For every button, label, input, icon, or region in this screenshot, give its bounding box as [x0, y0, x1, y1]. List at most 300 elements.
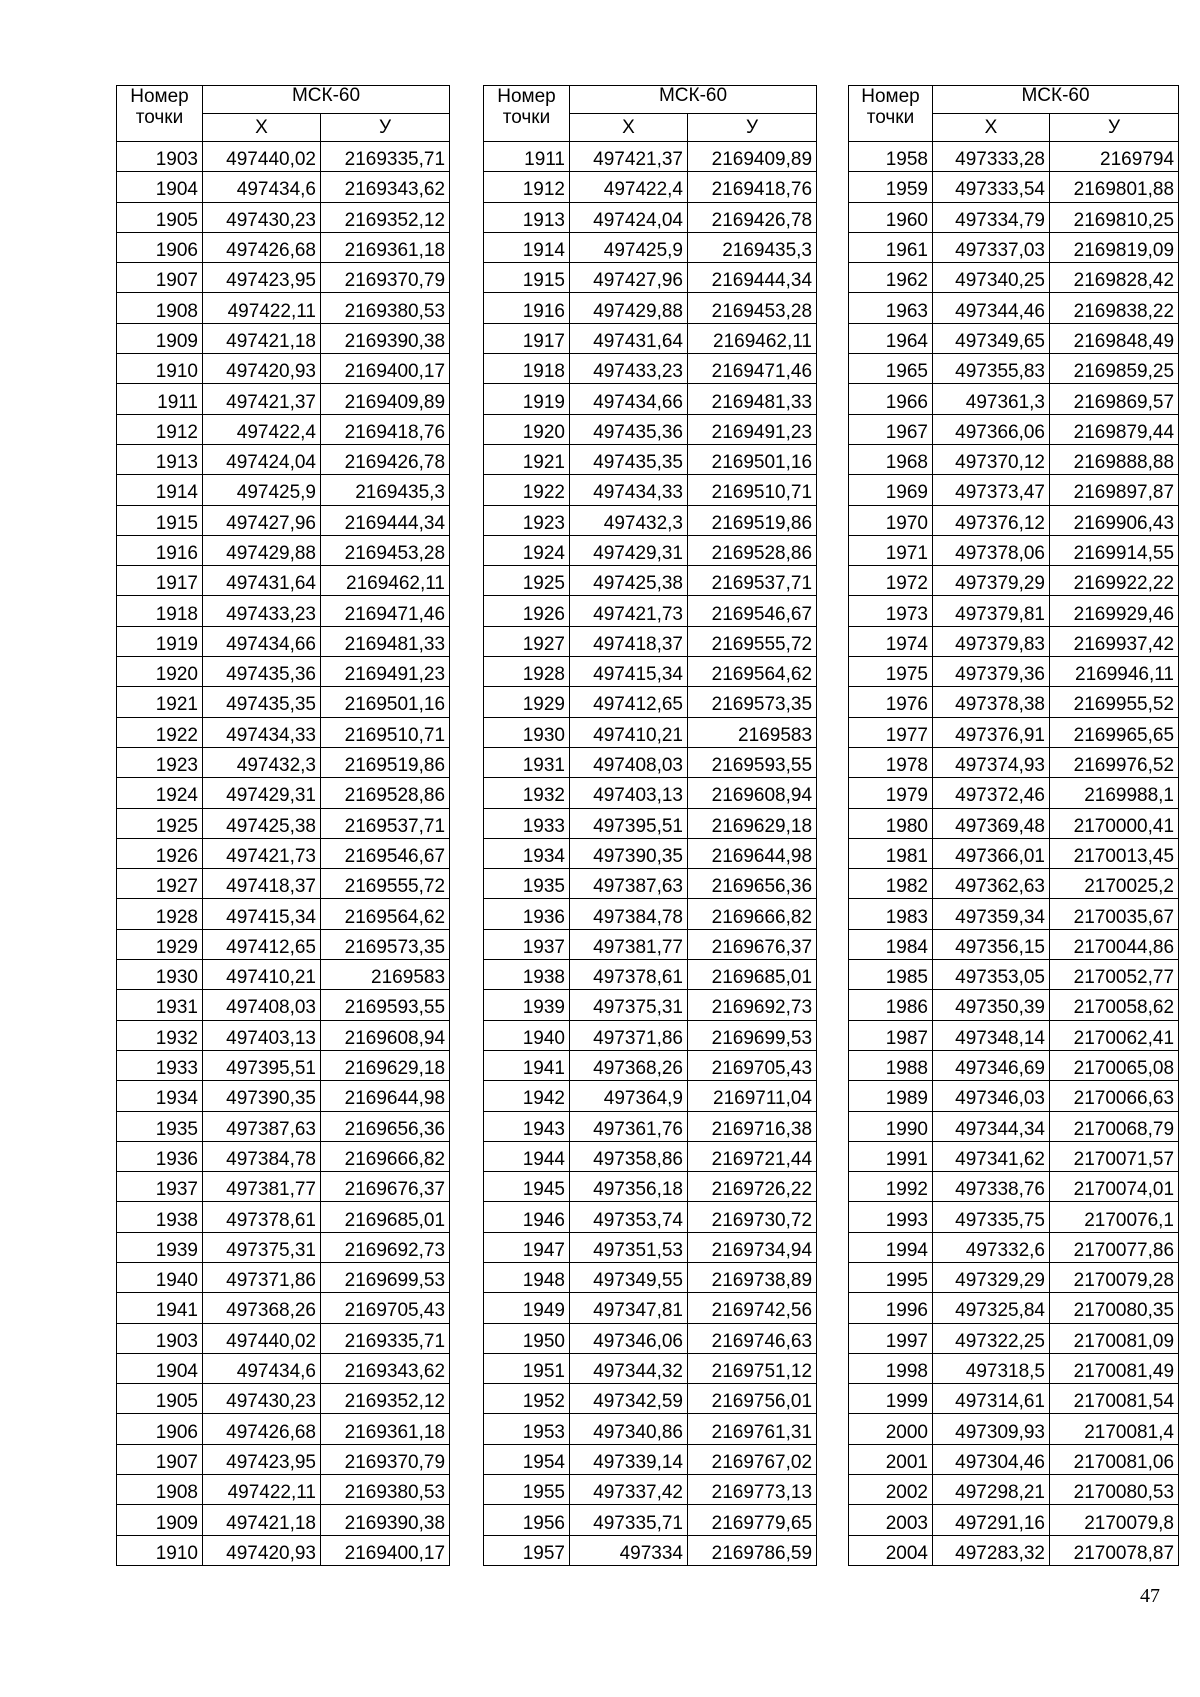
point-number-cell: 1905 — [117, 1384, 203, 1414]
point-number-cell: 1968 — [849, 444, 933, 474]
x-coordinate-cell: 497332,6 — [933, 1232, 1050, 1262]
x-coordinate-cell: 497423,95 — [203, 263, 321, 293]
x-coordinate-cell: 497340,86 — [570, 1414, 688, 1444]
x-coordinate-cell: 497421,73 — [570, 596, 688, 626]
y-coordinate-cell: 2169491,23 — [688, 414, 817, 444]
table-row — [849, 626, 1179, 656]
y-coordinate-cell: 2169361,18 — [321, 232, 450, 262]
y-coordinate-cell: 2169692,73 — [688, 990, 817, 1020]
table-row — [117, 657, 450, 687]
x-coordinate-cell: 497384,78 — [570, 899, 688, 929]
y-coordinate-cell: 2169685,01 — [688, 960, 817, 990]
point-number-cell: 1946 — [484, 1202, 570, 1232]
y-coordinate-cell: 2170066,63 — [1050, 1081, 1179, 1111]
y-coordinate-cell: 2169564,62 — [321, 899, 450, 929]
table-row — [117, 899, 450, 929]
point-number-cell: 1935 — [117, 1111, 203, 1141]
x-coordinate-cell: 497298,21 — [933, 1475, 1050, 1505]
x-coordinate-cell: 497335,71 — [570, 1505, 688, 1535]
point-number-cell: 1942 — [484, 1081, 570, 1111]
y-coordinate-cell: 2169699,53 — [688, 1020, 817, 1050]
point-number-cell: 1966 — [849, 384, 933, 414]
point-number-cell: 1920 — [484, 414, 570, 444]
y-coordinate-cell: 2169656,36 — [688, 869, 817, 899]
x-coordinate-cell: 497422,4 — [570, 172, 688, 202]
table-row — [849, 263, 1179, 293]
x-coordinate-cell: 497426,68 — [203, 232, 321, 262]
x-coordinate-cell: 497425,38 — [570, 566, 688, 596]
point-number-cell: 1912 — [484, 172, 570, 202]
y-coordinate-cell: 2169426,78 — [321, 444, 450, 474]
table-row — [117, 1020, 450, 1050]
point-number-cell: 1919 — [117, 626, 203, 656]
table-row — [117, 1111, 450, 1141]
table-row — [484, 1293, 817, 1323]
x-coordinate-cell: 497429,88 — [570, 293, 688, 323]
x-coordinate-cell: 497422,11 — [203, 293, 321, 323]
x-coordinate-cell: 497435,36 — [570, 414, 688, 444]
point-number-cell: 1903 — [117, 142, 203, 172]
x-coordinate-cell: 497378,61 — [570, 960, 688, 990]
y-coordinate-cell: 2169390,38 — [321, 1505, 450, 1535]
table-row — [849, 1232, 1179, 1262]
point-number-cell: 1963 — [849, 293, 933, 323]
y-coordinate-cell: 2169462,11 — [688, 323, 817, 353]
x-coordinate-cell: 497427,96 — [570, 263, 688, 293]
table-row — [484, 475, 817, 505]
x-coordinate-cell: 497337,03 — [933, 232, 1050, 262]
y-coordinate-cell: 2169773,13 — [688, 1475, 817, 1505]
x-header: Х — [570, 114, 688, 142]
point-number-cell: 1958 — [849, 142, 933, 172]
y-coordinate-cell: 2170058,62 — [1050, 990, 1179, 1020]
point-number-cell: 1955 — [484, 1475, 570, 1505]
x-coordinate-cell: 497412,65 — [570, 687, 688, 717]
y-header: У — [321, 114, 450, 142]
table-row — [849, 1353, 1179, 1383]
table-row — [849, 687, 1179, 717]
point-number-cell: 1933 — [117, 1050, 203, 1080]
table-row — [849, 838, 1179, 868]
y-coordinate-cell: 2169564,62 — [688, 657, 817, 687]
y-coordinate-cell: 2169501,16 — [688, 444, 817, 474]
y-coordinate-cell: 2169528,86 — [688, 535, 817, 565]
table-row — [849, 1111, 1179, 1141]
table-row — [484, 1111, 817, 1141]
point-number-cell: 1935 — [484, 869, 570, 899]
x-coordinate-cell: 497361,3 — [933, 384, 1050, 414]
table-row — [484, 596, 817, 626]
table-row — [849, 990, 1179, 1020]
x-coordinate-cell: 497333,28 — [933, 142, 1050, 172]
table-row — [484, 1384, 817, 1414]
y-coordinate-cell: 2169573,35 — [688, 687, 817, 717]
table-row — [117, 1262, 450, 1292]
x-coordinate-cell: 497283,32 — [933, 1535, 1050, 1565]
x-coordinate-cell: 497415,34 — [203, 899, 321, 929]
point-number-cell: 1930 — [117, 960, 203, 990]
table-row — [484, 1050, 817, 1080]
y-coordinate-cell: 2169370,79 — [321, 263, 450, 293]
point-number-cell: 1911 — [484, 142, 570, 172]
point-number-cell: 1980 — [849, 808, 933, 838]
table-row — [117, 263, 450, 293]
table-row — [849, 414, 1179, 444]
x-coordinate-cell: 497375,31 — [203, 1232, 321, 1262]
y-coordinate-cell: 2170071,57 — [1050, 1141, 1179, 1171]
y-coordinate-cell: 2169914,55 — [1050, 535, 1179, 565]
table-row — [484, 808, 817, 838]
point-number-cell: 1982 — [849, 869, 933, 899]
table-row — [849, 535, 1179, 565]
point-number-cell: 1943 — [484, 1111, 570, 1141]
y-coordinate-cell: 2169666,82 — [688, 899, 817, 929]
y-coordinate-cell: 2170079,8 — [1050, 1505, 1179, 1535]
x-coordinate-cell: 497374,93 — [933, 747, 1050, 777]
y-coordinate-cell: 2170081,06 — [1050, 1444, 1179, 1474]
point-number-cell: 1927 — [484, 626, 570, 656]
y-coordinate-cell: 2169380,53 — [321, 1475, 450, 1505]
y-coordinate-cell: 2169734,94 — [688, 1232, 817, 1262]
point-number-cell: 1932 — [117, 1020, 203, 1050]
point-number-cell: 1916 — [117, 535, 203, 565]
y-coordinate-cell: 2169756,01 — [688, 1384, 817, 1414]
point-number-cell: 1913 — [484, 202, 570, 232]
y-coordinate-cell: 2169676,37 — [321, 1172, 450, 1202]
x-coordinate-cell: 497418,37 — [203, 869, 321, 899]
y-coordinate-cell: 2169730,72 — [688, 1202, 817, 1232]
point-number-cell: 1937 — [484, 929, 570, 959]
x-coordinate-cell: 497350,39 — [933, 990, 1050, 1020]
table-row — [484, 384, 817, 414]
point-number-cell: 1910 — [117, 1535, 203, 1565]
y-coordinate-cell: 2169481,33 — [321, 626, 450, 656]
x-coordinate-cell: 497378,61 — [203, 1202, 321, 1232]
point-number-cell: 1918 — [484, 354, 570, 384]
y-coordinate-cell: 2169409,89 — [321, 384, 450, 414]
table-row — [849, 142, 1179, 172]
y-coordinate-cell: 2169965,65 — [1050, 717, 1179, 747]
x-coordinate-cell: 497440,02 — [203, 1323, 321, 1353]
point-number-cell: 1992 — [849, 1172, 933, 1202]
y-coordinate-cell: 2169742,56 — [688, 1293, 817, 1323]
table-row — [117, 929, 450, 959]
point-number-cell: 1976 — [849, 687, 933, 717]
point-number-cell: 2000 — [849, 1414, 933, 1444]
point-number-cell: 1983 — [849, 899, 933, 929]
table-row — [117, 505, 450, 535]
table-row — [484, 1505, 817, 1535]
y-coordinate-cell: 2169810,25 — [1050, 202, 1179, 232]
y-coordinate-cell: 2169444,34 — [688, 263, 817, 293]
y-coordinate-cell: 2170080,53 — [1050, 1475, 1179, 1505]
point-number-cell: 1929 — [484, 687, 570, 717]
x-coordinate-cell: 497424,04 — [570, 202, 688, 232]
x-coordinate-cell: 497356,18 — [570, 1172, 688, 1202]
x-coordinate-cell: 497420,93 — [203, 1535, 321, 1565]
y-coordinate-cell: 2170035,67 — [1050, 899, 1179, 929]
y-coordinate-cell: 2169692,73 — [321, 1232, 450, 1262]
point-number-header: Номер точки — [849, 86, 933, 142]
table-row — [117, 323, 450, 353]
table-row — [117, 535, 450, 565]
point-number-cell: 1905 — [117, 202, 203, 232]
table-row — [849, 1444, 1179, 1474]
table-row — [849, 1293, 1179, 1323]
x-coordinate-cell: 497368,26 — [570, 1050, 688, 1080]
x-coordinate-cell: 497346,69 — [933, 1050, 1050, 1080]
y-coordinate-cell: 2169685,01 — [321, 1202, 450, 1232]
table-row — [849, 1384, 1179, 1414]
x-coordinate-cell: 497325,84 — [933, 1293, 1050, 1323]
table-row — [849, 1414, 1179, 1444]
table-row — [484, 657, 817, 687]
y-coordinate-cell: 2169343,62 — [321, 172, 450, 202]
table-row — [484, 1020, 817, 1050]
y-coordinate-cell: 2169583 — [688, 717, 817, 747]
table-row — [117, 1505, 450, 1535]
point-number-cell: 1907 — [117, 263, 203, 293]
x-coordinate-cell: 497426,68 — [203, 1414, 321, 1444]
table-row — [117, 626, 450, 656]
y-coordinate-cell: 2169705,43 — [688, 1050, 817, 1080]
y-coordinate-cell: 2169510,71 — [321, 717, 450, 747]
point-number-cell: 1961 — [849, 232, 933, 262]
x-coordinate-cell: 497424,04 — [203, 444, 321, 474]
point-number-cell: 1921 — [484, 444, 570, 474]
table-row — [117, 142, 450, 172]
table-row — [849, 505, 1179, 535]
table-row — [849, 1535, 1179, 1565]
point-number-cell: 1931 — [117, 990, 203, 1020]
y-coordinate-cell: 2169699,53 — [321, 1262, 450, 1292]
point-number-cell: 1924 — [484, 535, 570, 565]
x-coordinate-cell: 497339,14 — [570, 1444, 688, 1474]
y-coordinate-cell: 2169537,71 — [321, 808, 450, 838]
table-row — [849, 232, 1179, 262]
y-coordinate-cell: 2169838,22 — [1050, 293, 1179, 323]
y-coordinate-cell: 2170025,2 — [1050, 869, 1179, 899]
x-coordinate-cell: 497408,03 — [570, 747, 688, 777]
table-row — [849, 566, 1179, 596]
point-number-cell: 1914 — [484, 232, 570, 262]
table-row — [117, 717, 450, 747]
point-number-cell: 1933 — [484, 808, 570, 838]
point-number-cell: 1938 — [117, 1202, 203, 1232]
y-coordinate-cell: 2169801,88 — [1050, 172, 1179, 202]
table-row — [117, 444, 450, 474]
y-coordinate-cell: 2169555,72 — [321, 869, 450, 899]
point-number-cell: 1929 — [117, 929, 203, 959]
table-row — [484, 1353, 817, 1383]
x-coordinate-cell: 497418,37 — [570, 626, 688, 656]
x-coordinate-cell: 497358,86 — [570, 1141, 688, 1171]
x-coordinate-cell: 497344,34 — [933, 1111, 1050, 1141]
y-coordinate-cell: 2169380,53 — [321, 293, 450, 323]
table-row — [849, 1050, 1179, 1080]
x-coordinate-cell: 497349,65 — [933, 323, 1050, 353]
y-coordinate-cell: 2169400,17 — [321, 1535, 450, 1565]
table-row — [117, 293, 450, 323]
table-row — [484, 142, 817, 172]
y-coordinate-cell: 2169751,12 — [688, 1353, 817, 1383]
table-row — [484, 505, 817, 535]
table-row — [484, 323, 817, 353]
table-row — [849, 1172, 1179, 1202]
x-coordinate-cell: 497379,36 — [933, 657, 1050, 687]
point-number-cell: 1913 — [117, 444, 203, 474]
y-coordinate-cell: 2169666,82 — [321, 1141, 450, 1171]
point-number-cell: 1924 — [117, 778, 203, 808]
y-coordinate-cell: 2169519,86 — [688, 505, 817, 535]
x-coordinate-cell: 497434,33 — [570, 475, 688, 505]
y-coordinate-cell: 2170062,41 — [1050, 1020, 1179, 1050]
coordinate-system-header: МСК-60 — [203, 86, 450, 114]
x-coordinate-cell: 497408,03 — [203, 990, 321, 1020]
point-number-cell: 1981 — [849, 838, 933, 868]
x-coordinate-cell: 497362,63 — [933, 869, 1050, 899]
x-coordinate-cell: 497372,46 — [933, 778, 1050, 808]
x-coordinate-cell: 497348,14 — [933, 1020, 1050, 1050]
point-number-cell: 1938 — [484, 960, 570, 990]
y-coordinate-cell: 2169555,72 — [688, 626, 817, 656]
table-row — [117, 1141, 450, 1171]
point-number-cell: 1923 — [117, 747, 203, 777]
x-coordinate-cell: 497429,88 — [203, 535, 321, 565]
x-coordinate-cell: 497423,95 — [203, 1444, 321, 1474]
table-row — [117, 1414, 450, 1444]
point-number-cell: 1954 — [484, 1444, 570, 1474]
table-row — [484, 687, 817, 717]
table-row — [484, 202, 817, 232]
point-number-cell: 1915 — [484, 263, 570, 293]
table-row — [484, 414, 817, 444]
point-number-cell: 1953 — [484, 1414, 570, 1444]
y-coordinate-cell: 2169761,31 — [688, 1414, 817, 1444]
x-coordinate-cell: 497395,51 — [570, 808, 688, 838]
x-coordinate-cell: 497329,29 — [933, 1262, 1050, 1292]
point-number-cell: 1941 — [484, 1050, 570, 1080]
point-number-cell: 1957 — [484, 1535, 570, 1565]
table-row — [117, 1293, 450, 1323]
table-row — [117, 475, 450, 505]
point-number-cell: 1991 — [849, 1141, 933, 1171]
x-coordinate-cell: 497353,74 — [570, 1202, 688, 1232]
point-number-cell: 1926 — [484, 596, 570, 626]
y-coordinate-cell: 2169400,17 — [321, 354, 450, 384]
x-coordinate-cell: 497421,18 — [203, 323, 321, 353]
table-row — [117, 414, 450, 444]
x-coordinate-cell: 497361,76 — [570, 1111, 688, 1141]
x-coordinate-cell: 497429,31 — [203, 778, 321, 808]
table-row — [117, 596, 450, 626]
table-row — [484, 1414, 817, 1444]
x-header: Х — [933, 114, 1050, 142]
point-number-cell: 2001 — [849, 1444, 933, 1474]
point-number-header: Номер точки — [484, 86, 570, 142]
y-coordinate-cell: 2169510,71 — [688, 475, 817, 505]
table-row — [484, 1262, 817, 1292]
table-row — [484, 263, 817, 293]
table-row — [484, 1141, 817, 1171]
point-number-cell: 1956 — [484, 1505, 570, 1535]
x-coordinate-cell: 497341,62 — [933, 1141, 1050, 1171]
point-number-cell: 1919 — [484, 384, 570, 414]
point-number-cell: 1962 — [849, 263, 933, 293]
point-number-cell: 1960 — [849, 202, 933, 232]
x-coordinate-cell: 497333,54 — [933, 172, 1050, 202]
y-coordinate-cell: 2169946,11 — [1050, 657, 1179, 687]
y-coordinate-cell: 2169352,12 — [321, 202, 450, 232]
table-row — [849, 354, 1179, 384]
table-row — [849, 202, 1179, 232]
table-row — [117, 384, 450, 414]
point-number-cell: 1922 — [484, 475, 570, 505]
y-coordinate-cell: 2170081,09 — [1050, 1323, 1179, 1353]
y-coordinate-cell: 2169537,71 — [688, 566, 817, 596]
coordinates-table-2 — [483, 85, 817, 1566]
point-number-cell: 1906 — [117, 232, 203, 262]
y-coordinate-cell: 2169335,71 — [321, 142, 450, 172]
y-coordinate-cell: 2170081,54 — [1050, 1384, 1179, 1414]
y-coordinate-cell: 2169573,35 — [321, 929, 450, 959]
x-coordinate-cell: 497432,3 — [570, 505, 688, 535]
point-number-cell: 1994 — [849, 1232, 933, 1262]
x-coordinate-cell: 497422,4 — [203, 414, 321, 444]
y-coordinate-cell: 2169593,55 — [321, 990, 450, 1020]
table-row — [849, 960, 1179, 990]
point-number-cell: 1922 — [117, 717, 203, 747]
table-row — [484, 990, 817, 1020]
table-row — [484, 1475, 817, 1505]
x-coordinate-cell: 497318,5 — [933, 1353, 1050, 1383]
coordinates-table-1 — [116, 85, 450, 1566]
page-number: 47 — [1140, 1585, 1160, 1607]
point-number-cell: 1988 — [849, 1050, 933, 1080]
y-coordinate-cell: 2169444,34 — [321, 505, 450, 535]
y-coordinate-cell: 2169546,67 — [321, 838, 450, 868]
x-coordinate-cell: 497379,83 — [933, 626, 1050, 656]
point-number-cell: 1949 — [484, 1293, 570, 1323]
table-row — [849, 475, 1179, 505]
point-number-cell: 2004 — [849, 1535, 933, 1565]
point-number-cell: 1925 — [484, 566, 570, 596]
table-row — [484, 960, 817, 990]
table-row — [849, 808, 1179, 838]
x-coordinate-cell: 497427,96 — [203, 505, 321, 535]
point-number-cell: 1996 — [849, 1293, 933, 1323]
y-coordinate-cell: 2169501,16 — [321, 687, 450, 717]
point-number-cell: 1909 — [117, 1505, 203, 1535]
x-coordinate-cell: 497334,79 — [933, 202, 1050, 232]
x-coordinate-cell: 497337,42 — [570, 1475, 688, 1505]
table-row — [117, 808, 450, 838]
table-row — [484, 293, 817, 323]
point-number-cell: 1932 — [484, 778, 570, 808]
table-row — [849, 172, 1179, 202]
point-number-cell: 1934 — [484, 838, 570, 868]
y-coordinate-cell: 2169705,43 — [321, 1293, 450, 1323]
x-coordinate-cell: 497334 — [570, 1535, 688, 1565]
y-header: У — [688, 114, 817, 142]
x-coordinate-cell: 497422,11 — [203, 1475, 321, 1505]
point-number-cell: 1948 — [484, 1262, 570, 1292]
y-coordinate-cell: 2169976,52 — [1050, 747, 1179, 777]
point-number-cell: 1951 — [484, 1353, 570, 1383]
point-number-cell: 1921 — [117, 687, 203, 717]
x-coordinate-cell: 497433,23 — [203, 596, 321, 626]
point-number-cell: 1937 — [117, 1172, 203, 1202]
